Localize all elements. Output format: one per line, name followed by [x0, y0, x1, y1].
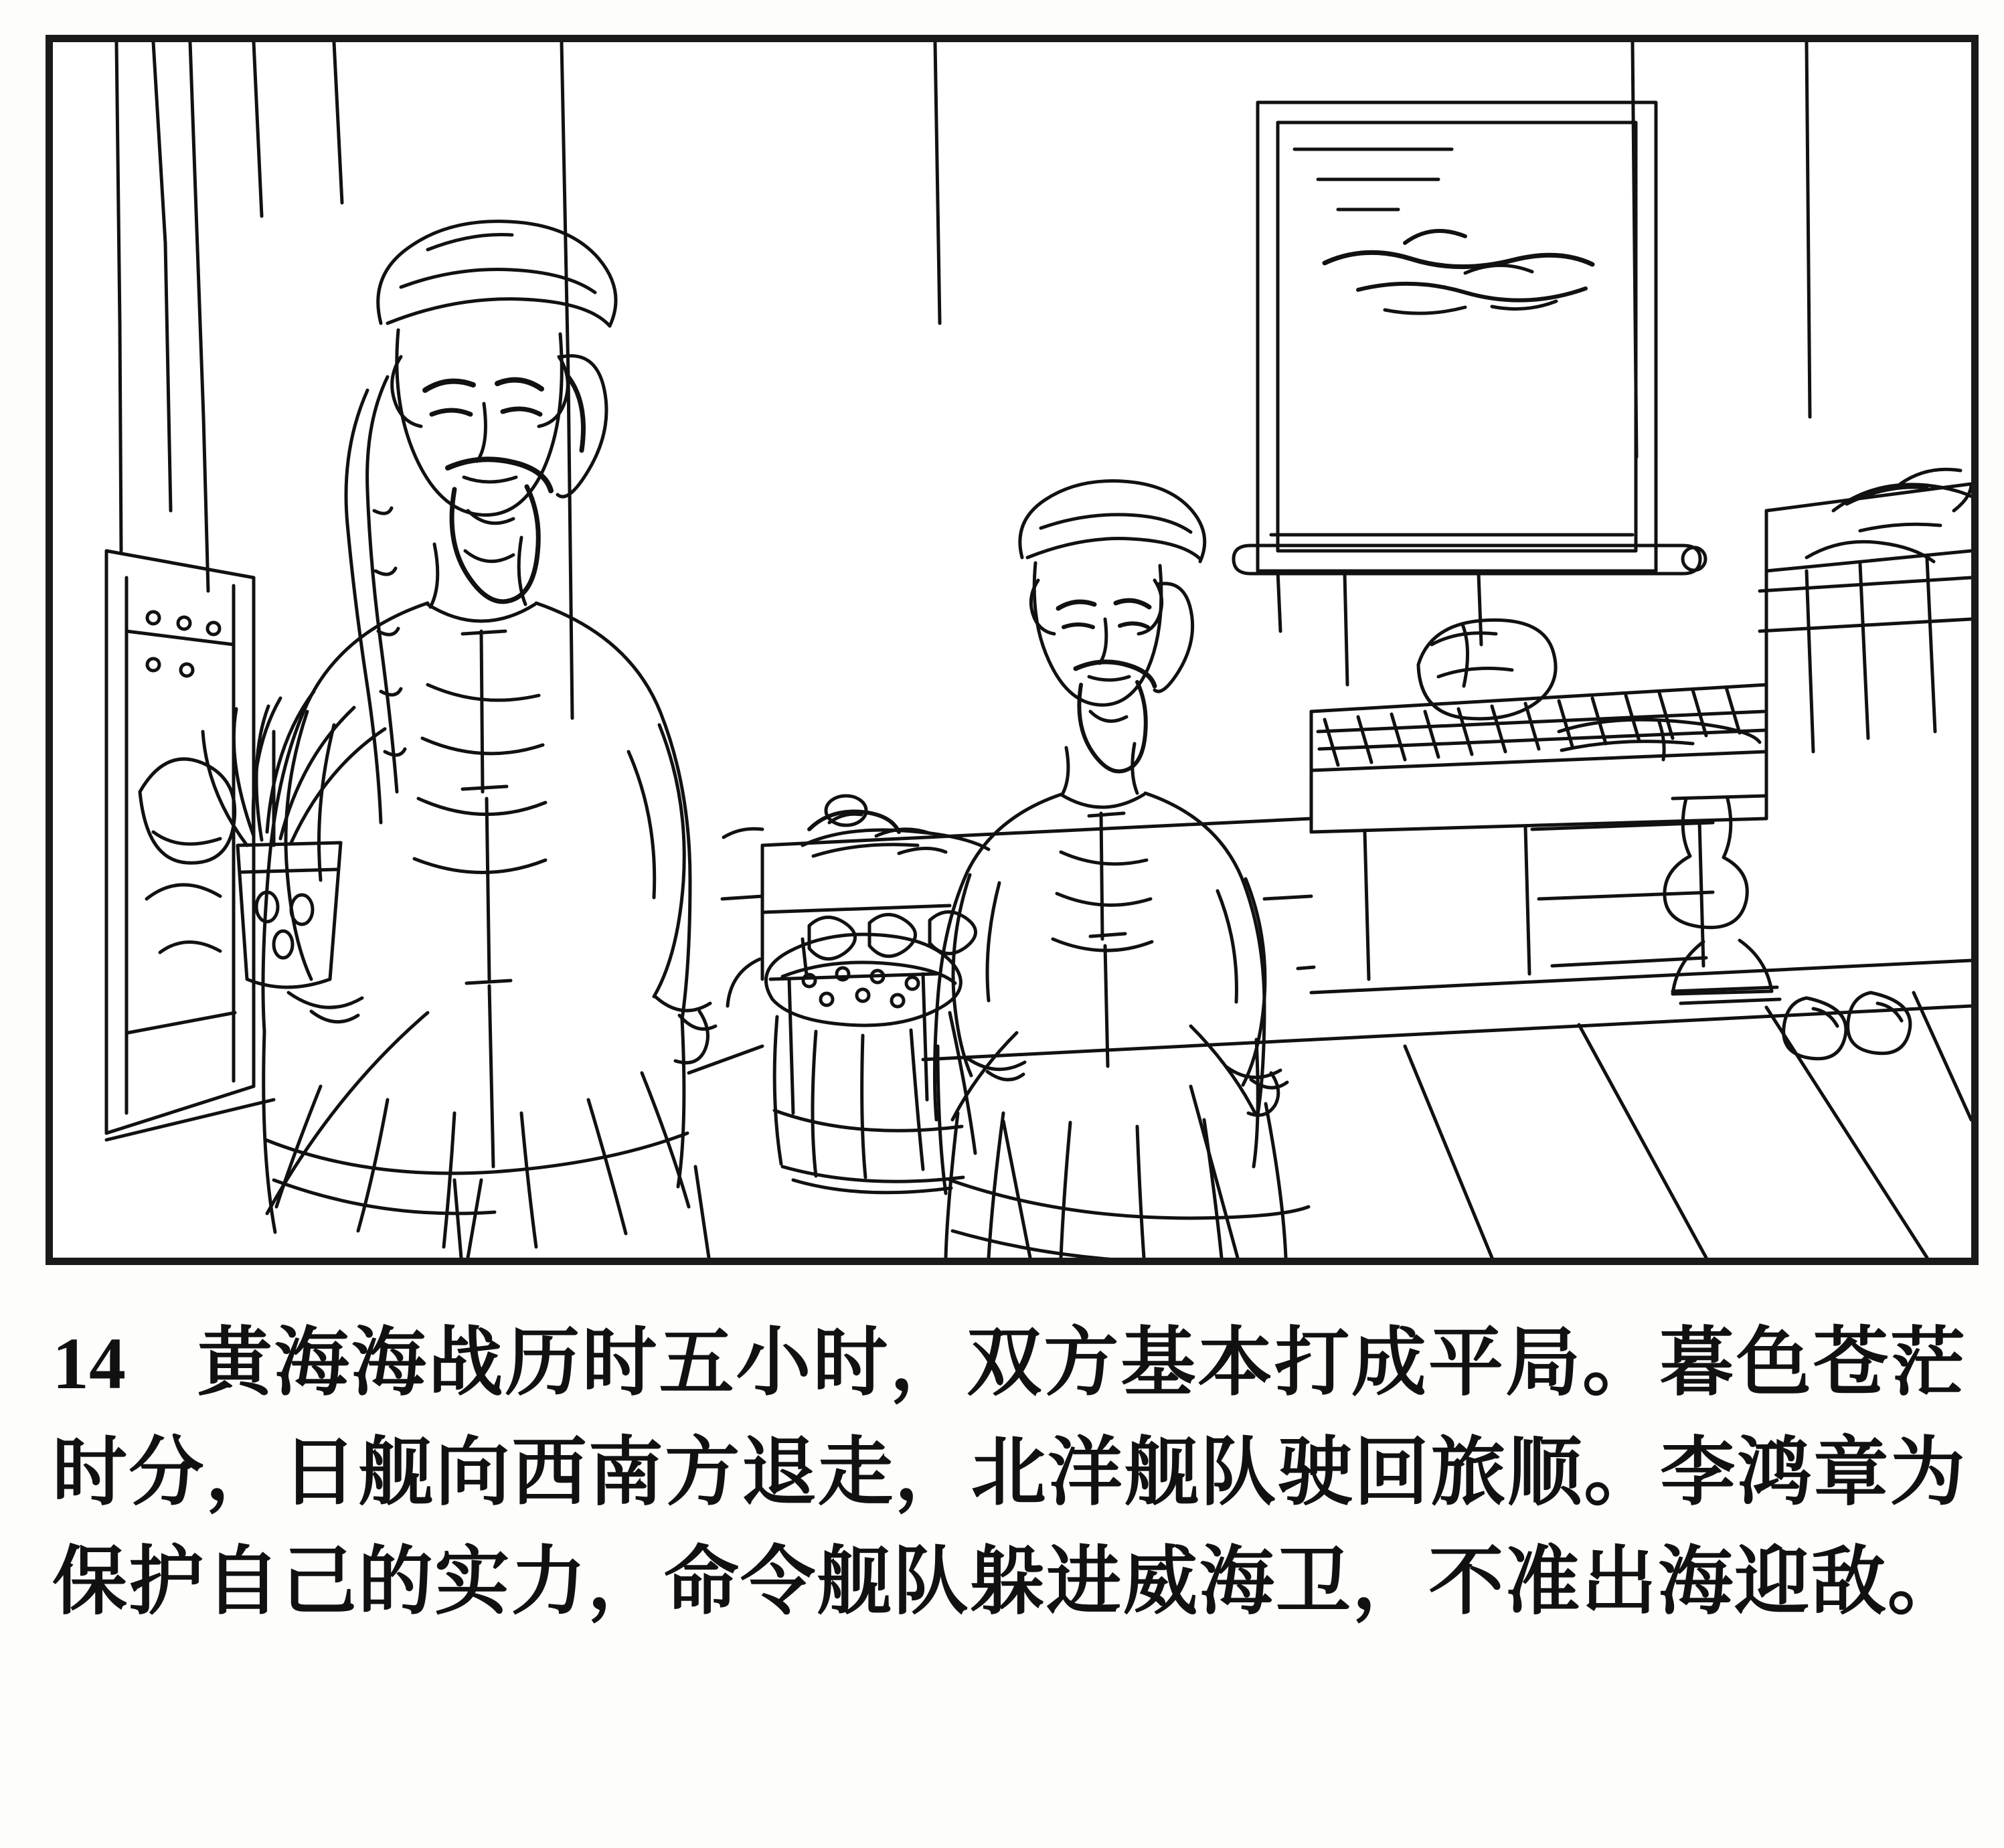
caption	[52, 1309, 1967, 1637]
caption-text: 黄海海战历时五小时，双方基本打成平局。暮色苍茫时分，日舰向西南方退走，北洋舰队驶回旅顺。李鸿章为保护自己的实力，命令舰队躲进威海卫，不准出海迎敌。	[52, 1319, 1967, 1626]
illustration-panel	[46, 35, 1979, 1265]
panel-number: 14	[52, 1323, 126, 1404]
line-drawing-svg	[53, 42, 1971, 1258]
illustration-artwork	[53, 42, 1971, 1258]
